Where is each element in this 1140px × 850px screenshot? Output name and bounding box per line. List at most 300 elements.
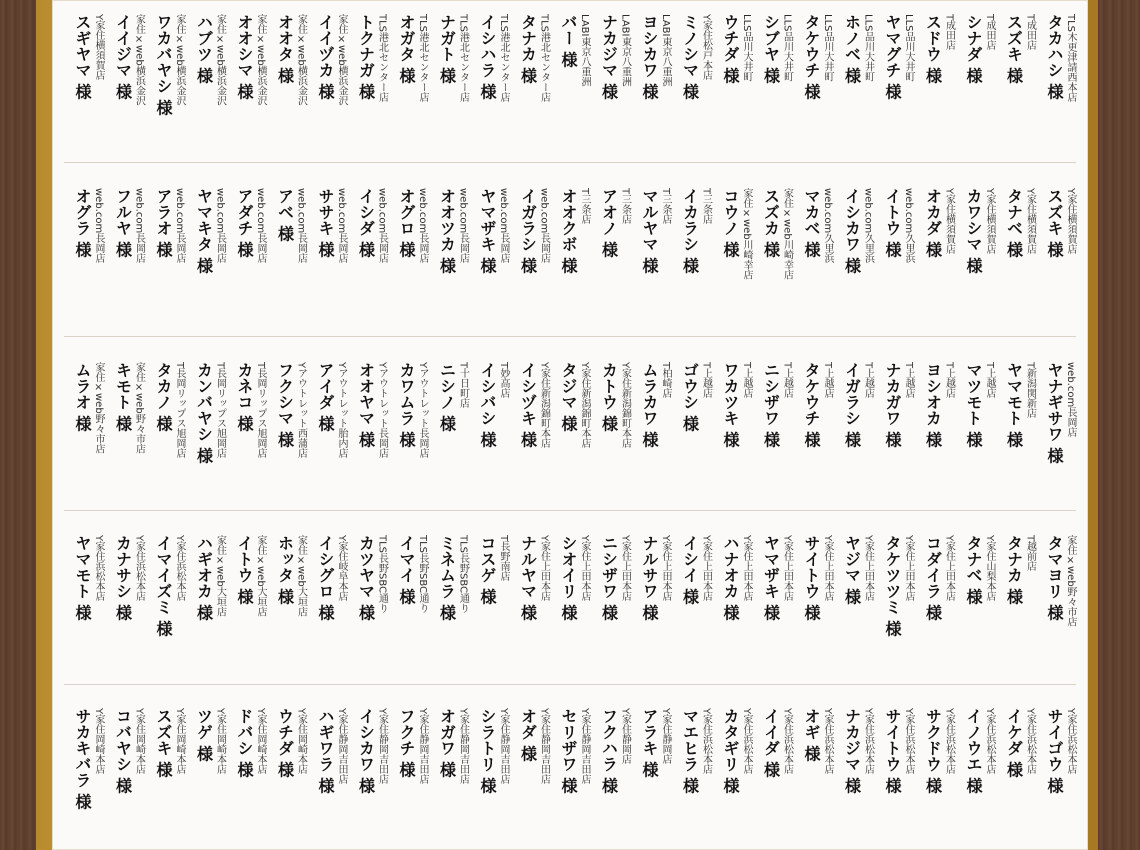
store-name: Y家住静岡店 — [660, 708, 671, 765]
name-entry — [591, 186, 631, 280]
customer-name: ゴウシ 様 — [680, 362, 700, 432]
store-name: Y家住浜松本店 — [174, 535, 185, 602]
customer-name: ニシザワ 様 — [599, 535, 619, 621]
store-name: TLS港北センター店 — [538, 14, 550, 103]
customer-name: ワカバヤシ 様 — [154, 14, 173, 116]
store-name: T十日町店 — [457, 362, 469, 409]
customer-name: スギヤマ 様 — [73, 14, 92, 100]
store-name: Y家住岡崎本店 — [133, 708, 145, 775]
name-entry — [834, 533, 874, 637]
customer-name: シラトリ 様 — [478, 708, 497, 794]
name-entry — [550, 360, 590, 464]
store-name: T柏崎店 — [660, 362, 671, 399]
customer-name: トクナガ 様 — [356, 14, 376, 100]
store-name: 家住×web野々市店 — [133, 362, 145, 454]
customer-name: ナルサワ 様 — [640, 535, 659, 621]
store-name: T越前店 — [1024, 535, 1036, 572]
name-entry — [226, 706, 266, 810]
name-entry — [550, 706, 590, 810]
customer-name: マカベ 様 — [802, 188, 821, 258]
customer-name: イイダ 様 — [761, 708, 781, 778]
customer-name: ウチダ 様 — [721, 14, 740, 84]
store-name: LABI東京八重洲 — [619, 14, 631, 87]
name-entry — [307, 533, 347, 637]
name-entry — [672, 186, 712, 280]
customer-name: バー 様 — [559, 14, 578, 68]
customer-name: ヨシオカ 様 — [923, 362, 943, 448]
store-name: TLS港北センター店 — [417, 14, 428, 103]
name-entry — [186, 12, 226, 116]
store-name: Y家住横須賀店 — [943, 188, 955, 255]
customer-name: カナサシ 様 — [113, 535, 133, 621]
store-name: T上越店 — [984, 362, 995, 399]
customer-name: コダイラ 様 — [923, 535, 943, 621]
customer-name: イシイ 様 — [680, 535, 700, 605]
customer-name: ヤマザキ 様 — [478, 188, 497, 274]
customer-name: イノウエ 様 — [964, 708, 983, 794]
name-entry — [510, 12, 550, 116]
customer-name: イカラシ 様 — [680, 188, 700, 274]
customer-name: スズカ 様 — [761, 188, 781, 258]
store-name: T上越店 — [700, 362, 712, 399]
customer-name: オカダ 様 — [923, 188, 943, 258]
store-name: web.com長岡店 — [376, 188, 388, 264]
store-name: LLS品川大井町 — [822, 14, 833, 82]
store-name: Y家住浜松本店 — [984, 708, 995, 775]
store-name: Y家住横須賀店 — [984, 188, 995, 255]
name-entry — [510, 533, 550, 637]
customer-name: ウチダ 様 — [275, 708, 295, 778]
store-name: Y家住横須賀店 — [93, 14, 104, 81]
name-entry — [631, 186, 671, 280]
name-entry — [591, 360, 631, 464]
name-entry — [469, 706, 509, 810]
store-name: Y家住上田本店 — [781, 535, 793, 602]
store-name: web.com久里浜 — [862, 188, 874, 264]
customer-name: サクドウ 様 — [923, 708, 943, 794]
store-name: Y家住岡崎本店 — [295, 708, 307, 775]
name-entry — [429, 706, 469, 810]
customer-name: ナルヤマ 様 — [518, 535, 538, 621]
name-entry — [591, 12, 631, 116]
name-entry — [834, 12, 874, 116]
name-entry — [672, 533, 712, 637]
name-entry — [105, 12, 145, 116]
customer-name: タマヨリ 様 — [1045, 535, 1064, 621]
customer-name: イトウ 様 — [235, 535, 254, 605]
customer-name: イケダ 様 — [1004, 708, 1024, 778]
customer-name: タケウチ 様 — [802, 362, 821, 448]
customer-name: ツゲ 様 — [194, 708, 214, 762]
name-entry — [550, 186, 590, 280]
name-entry — [834, 186, 874, 280]
store-name: Y家住静岡吉田店 — [336, 708, 347, 785]
store-name: web.com長岡店 — [457, 188, 469, 264]
name-entry — [267, 12, 307, 116]
store-name: Y家住山梨本店 — [984, 535, 995, 602]
wood-panel-left — [0, 0, 40, 850]
name-entry — [145, 360, 185, 464]
customer-name: タナカ 様 — [1004, 535, 1024, 605]
customer-name: イガラシ 様 — [518, 188, 538, 274]
store-name: Y家住新潟錦町本店 — [619, 362, 631, 449]
customer-name: ハナオカ 様 — [721, 535, 740, 621]
customer-name: ナカジマ 様 — [599, 14, 619, 100]
customer-name: フクシマ 様 — [275, 362, 295, 448]
store-name: Y家住浜松本店 — [822, 708, 833, 775]
name-entry — [469, 360, 509, 464]
customer-name: タジマ 様 — [559, 362, 578, 432]
customer-name: オギ 様 — [802, 708, 821, 762]
name-entry — [712, 706, 752, 810]
store-name: web.com長岡店 — [133, 188, 145, 264]
customer-name: ヤナギサワ 様 — [1045, 362, 1064, 464]
customer-name: カネコ 様 — [235, 362, 254, 432]
customer-name: イシハラ 様 — [478, 14, 497, 100]
name-entry — [996, 12, 1036, 116]
customer-name: イイジマ 様 — [113, 14, 133, 100]
customer-name: ナカジマ 様 — [842, 708, 862, 794]
customer-name: アイダ 様 — [316, 362, 335, 432]
store-name: Y家住静岡吉田店 — [417, 708, 428, 785]
name-entry — [996, 533, 1036, 637]
name-entry — [510, 360, 550, 464]
name-entry — [712, 533, 752, 637]
customer-name: ヤマモト 様 — [1004, 362, 1024, 448]
store-name: T三条店 — [660, 188, 671, 225]
store-name: TLS港北センター店 — [498, 14, 509, 103]
store-name: Y家住岡崎本店 — [214, 708, 226, 775]
name-entry — [469, 12, 509, 116]
name-entry — [186, 186, 226, 280]
name-entry — [1036, 706, 1076, 810]
row-divider — [64, 336, 1076, 337]
store-name: Y家住上田本店 — [903, 535, 914, 602]
store-name: TLS長野SBC通り — [417, 535, 428, 614]
store-name: T三条店 — [619, 188, 631, 225]
store-name: Y家住静岡吉田店 — [538, 708, 550, 785]
store-name: T上越店 — [741, 362, 752, 399]
name-entry — [631, 12, 671, 116]
store-name: Y家住上田本店 — [619, 535, 631, 602]
name-entry — [145, 12, 185, 116]
name-entry — [915, 706, 955, 810]
store-name: T長岡リップス旭岡店 — [214, 362, 226, 459]
customer-name: アラオ 様 — [154, 188, 173, 258]
customer-name: ニシノ 様 — [437, 362, 457, 432]
store-name: Yアウトレット胎内店 — [336, 362, 347, 459]
store-name: Y家住岡崎本店 — [255, 708, 266, 775]
customer-name: ワカツキ 様 — [721, 362, 740, 448]
customer-name: ミノシマ 様 — [680, 14, 700, 100]
name-entry — [388, 533, 428, 637]
name-entry — [186, 533, 226, 637]
wood-panel-right — [1098, 0, 1140, 850]
name-entry — [591, 533, 631, 637]
name-entry — [64, 12, 104, 116]
name-entry — [874, 533, 914, 637]
store-name: Y家住上田本店 — [822, 535, 833, 602]
store-name: web.com長岡店 — [498, 188, 509, 264]
customer-name: イマイ 様 — [397, 535, 416, 605]
customer-name: ヤマザキ 様 — [761, 535, 781, 621]
store-name: Y家住上田本店 — [943, 535, 955, 602]
customer-name: オオクボ 様 — [559, 188, 578, 274]
customer-name: オグロ 様 — [397, 188, 416, 258]
name-entry — [348, 360, 388, 464]
name-entry — [712, 12, 752, 116]
store-name: web.com長岡店 — [336, 188, 347, 264]
store-name: Y家住浜松本店 — [1065, 708, 1076, 775]
name-entry — [64, 360, 104, 464]
name-entry — [64, 533, 104, 637]
store-name: TLS長野SBC通り — [376, 535, 388, 614]
name-entry — [226, 12, 266, 116]
store-name: web.com長岡店 — [538, 188, 550, 264]
customer-name: タナベ 様 — [1004, 188, 1024, 258]
store-name: Y家住静岡吉田店 — [579, 708, 590, 785]
store-name: Y家住静岡店 — [619, 708, 631, 765]
store-name: Y家住浜松本店 — [93, 535, 104, 602]
customer-name: アベ 様 — [275, 188, 295, 242]
name-entry — [834, 360, 874, 464]
name-entry — [64, 706, 104, 810]
customer-name: ムラオ 様 — [73, 362, 92, 432]
customer-name: イイヅカ 様 — [316, 14, 335, 100]
customer-name: タナカ 様 — [518, 14, 538, 84]
customer-name: オオツカ 様 — [437, 188, 457, 274]
store-name: LLS品川大井町 — [862, 14, 874, 82]
name-entry — [348, 706, 388, 810]
customer-name: ナカガワ 様 — [883, 362, 902, 448]
store-name: Y家住上田本店 — [538, 535, 550, 602]
name-entry — [267, 186, 307, 280]
store-name: T上越店 — [943, 362, 955, 399]
customer-name: ヤジマ 様 — [842, 535, 862, 605]
name-entry — [672, 12, 712, 116]
customer-name: サカキバラ 様 — [73, 708, 92, 810]
name-list-sheet — [52, 0, 1088, 850]
name-entry — [672, 360, 712, 464]
name-entry — [874, 706, 914, 810]
store-name: web.com長岡店 — [93, 188, 104, 264]
name-entry — [874, 12, 914, 116]
customer-name: フルヤ 様 — [113, 188, 133, 258]
customer-name: ヨシカワ 様 — [640, 14, 659, 100]
customer-name: イシヅキ 様 — [518, 362, 538, 448]
name-entry — [186, 706, 226, 810]
customer-name: ヤマキタ 様 — [194, 188, 214, 274]
name-entry — [672, 706, 712, 810]
customer-name: カワムラ 様 — [397, 362, 416, 448]
customer-name: アラキ 様 — [640, 708, 659, 778]
customer-name: スドウ 様 — [923, 14, 943, 84]
store-name: web.com久里浜 — [822, 188, 833, 264]
name-entry — [105, 186, 145, 280]
customer-name: ニシザワ 様 — [761, 362, 781, 448]
customer-name: タケウチ 様 — [802, 14, 821, 100]
customer-name: フクハラ 様 — [599, 708, 619, 794]
customer-name: マツモト 様 — [964, 362, 983, 448]
customer-name: イシバシ 様 — [478, 362, 497, 448]
store-name: 家住×web横浜金沢 — [214, 14, 226, 106]
name-entry — [793, 12, 833, 116]
name-entry — [510, 186, 550, 280]
name-entry — [145, 186, 185, 280]
customer-name: スズキ 様 — [154, 708, 173, 778]
name-entry — [469, 533, 509, 637]
customer-name: ミネムラ 様 — [437, 535, 457, 621]
name-entry — [793, 360, 833, 464]
customer-name: オグラ 様 — [73, 188, 92, 258]
customer-name: アダチ 様 — [235, 188, 254, 258]
customer-name: マルヤマ 様 — [640, 188, 659, 274]
customer-name: イシカワ 様 — [842, 188, 862, 274]
name-row-2 — [64, 186, 1076, 280]
name-entry — [307, 360, 347, 464]
name-entry — [186, 360, 226, 464]
name-row-5 — [64, 706, 1076, 810]
name-row-1 — [64, 12, 1076, 116]
name-entry — [388, 12, 428, 116]
store-name: Y家住横須賀店 — [1024, 188, 1036, 255]
customer-name: シオイリ 様 — [559, 535, 578, 621]
customer-name: イシカワ 様 — [356, 708, 376, 794]
store-name: Y家住新潟錦町本店 — [579, 362, 590, 449]
name-entry — [429, 186, 469, 280]
customer-name: コスゲ 様 — [478, 535, 497, 605]
customer-name: ハブツ 様 — [194, 14, 214, 84]
store-name: Y家住浜松本店 — [903, 708, 914, 775]
name-entry — [915, 12, 955, 116]
name-entry — [105, 360, 145, 464]
store-name: Y家住岡崎本店 — [174, 708, 185, 775]
name-entry — [834, 706, 874, 810]
store-name: TLS港北センター店 — [376, 14, 388, 103]
customer-name: カワシマ 様 — [964, 188, 983, 274]
store-name: Y家住上田本店 — [741, 535, 752, 602]
store-name: Y家住浜松本店 — [741, 708, 752, 775]
name-entry — [591, 706, 631, 810]
store-name: 家住×web横浜金沢 — [295, 14, 307, 106]
name-entry — [550, 533, 590, 637]
customer-name: キモト 様 — [113, 362, 133, 432]
store-name: 家住×web横浜金沢 — [133, 14, 145, 106]
store-name: Y家住静岡吉田店 — [457, 708, 469, 785]
store-name: Y家住静岡吉田店 — [376, 708, 388, 785]
store-name: web.com久里浜 — [903, 188, 914, 264]
customer-name: イシダ 様 — [356, 188, 376, 258]
name-entry — [348, 12, 388, 116]
store-name: T妙高店 — [498, 362, 509, 399]
row-divider — [64, 684, 1076, 685]
name-entry — [388, 186, 428, 280]
store-name: Y家住岐阜本店 — [336, 535, 347, 602]
name-entry — [226, 533, 266, 637]
name-entry — [955, 360, 995, 464]
name-entry — [915, 533, 955, 637]
name-entry — [267, 533, 307, 637]
name-entry — [793, 186, 833, 280]
customer-name: サイトウ 様 — [883, 708, 902, 794]
name-entry — [64, 186, 104, 280]
store-name: Y家住静岡吉田店 — [498, 708, 509, 785]
store-name: T上越店 — [862, 362, 874, 399]
store-name: Y家住浜松本店 — [781, 708, 793, 775]
name-entry — [348, 533, 388, 637]
customer-name: ナガト 様 — [437, 14, 457, 84]
name-entry — [793, 706, 833, 810]
customer-name: ササキ 様 — [316, 188, 335, 258]
name-entry — [996, 360, 1036, 464]
customer-name: タカハシ 様 — [1045, 14, 1064, 100]
customer-name: オガタ 様 — [397, 14, 416, 84]
name-entry — [307, 706, 347, 810]
customer-name: マエヒラ 様 — [680, 708, 700, 794]
name-entry — [429, 12, 469, 116]
name-row-3 — [64, 360, 1076, 464]
name-entry — [307, 186, 347, 280]
name-entry — [429, 533, 469, 637]
name-entry — [631, 360, 671, 464]
customer-name: セリザワ 様 — [559, 708, 578, 794]
customer-name: イガラシ 様 — [842, 362, 862, 448]
store-name: web.com長岡店 — [255, 188, 266, 264]
name-entry — [955, 186, 995, 280]
name-entry — [388, 706, 428, 810]
customer-name: アオノ 様 — [599, 188, 619, 258]
customer-name: イマイズミ 様 — [154, 535, 173, 637]
store-name: 家住×web川崎幸店 — [741, 188, 752, 280]
customer-name: ムラカワ 様 — [640, 362, 659, 448]
customer-name: スズキ 様 — [1004, 14, 1024, 84]
store-name: Y家住浜松本店 — [133, 535, 145, 602]
customer-name: ドバシ 様 — [235, 708, 254, 778]
name-entry — [753, 533, 793, 637]
store-name: Y家住上田本店 — [579, 535, 590, 602]
name-entry — [226, 186, 266, 280]
store-name: Y家住横須賀店 — [1065, 188, 1076, 255]
store-name: Y家住上田本店 — [660, 535, 671, 602]
store-name: Y家住浜松本店 — [943, 708, 955, 775]
name-entry — [105, 706, 145, 810]
store-name: web.com長岡店 — [417, 188, 428, 264]
store-name: Yアウトレット長岡店 — [376, 362, 388, 459]
customer-name: オオヤマ 様 — [356, 362, 376, 448]
store-name: LLS品川大井町 — [781, 14, 793, 82]
store-name: T成田店 — [984, 14, 995, 51]
customer-name: シナダ 様 — [964, 14, 983, 84]
name-entry — [753, 706, 793, 810]
name-entry — [469, 186, 509, 280]
store-name: LABI東京八重洲 — [660, 14, 671, 87]
store-name: LLS品川大井町 — [741, 14, 752, 82]
store-name: TLS木更津請西本店 — [1065, 14, 1076, 103]
customer-name: サイトウ 様 — [802, 535, 821, 621]
store-name: Y家住岡崎本店 — [93, 708, 104, 775]
customer-name: シブヤ 様 — [761, 14, 781, 84]
store-name: 家住×web大垣店 — [255, 535, 266, 617]
name-entry — [753, 12, 793, 116]
customer-name: タナベ 様 — [964, 535, 983, 605]
store-name: T長岡リップス旭岡店 — [174, 362, 185, 459]
name-entry — [712, 360, 752, 464]
name-entry — [510, 706, 550, 810]
name-entry — [996, 186, 1036, 280]
store-name: Y家住浜松本店 — [1024, 708, 1036, 775]
store-name: T上越店 — [781, 362, 793, 399]
name-entry — [631, 533, 671, 637]
